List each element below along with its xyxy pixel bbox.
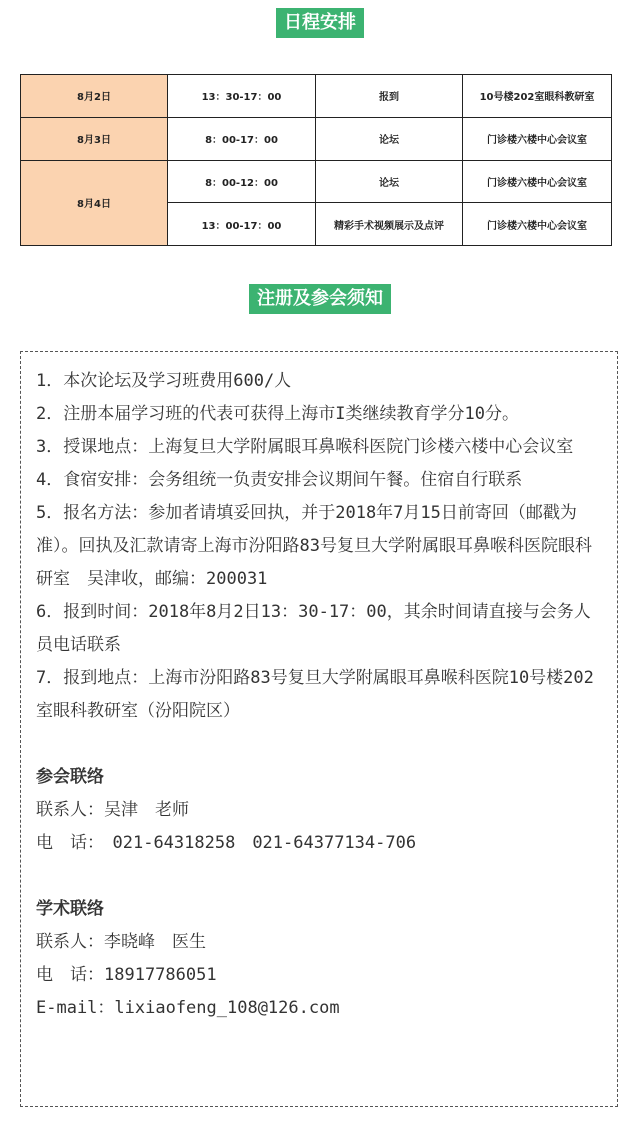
- conference-contact-title: 参会联络: [36, 767, 104, 787]
- table-row: [21, 117, 612, 160]
- place-cell: 门诊楼六楼中心会议室: [463, 203, 612, 246]
- date-cell: 8月3日: [21, 117, 168, 160]
- academic-contact-title: 学术联络: [36, 899, 104, 919]
- notice-item: 7．报到地点：上海市汾阳路83号复旦大学附属眼耳鼻喉科医院10号楼202室眼科教研室（汾阳院区）: [36, 668, 594, 721]
- event-cell: 论坛: [316, 117, 463, 160]
- table-row: [21, 75, 612, 118]
- registration-heading: [0, 284, 640, 314]
- schedule-table: [20, 74, 612, 246]
- time-cell: 8：00-17：00: [168, 117, 316, 160]
- event-cell: 论坛: [316, 160, 463, 203]
- notice-item: 5．报名方法：参加者请填妥回执，并于2018年7月15日前寄回（邮戳为准）。回执及汇款请寄上海市汾阳路83号复旦大学附属眼耳鼻喉科医院眼科研室 吴津收，邮编：200031: [36, 503, 592, 589]
- table-row: [21, 160, 612, 203]
- notice-item: 1．本次论坛及学习班费用600/人: [36, 371, 292, 391]
- academic-contact-person: 联系人：李晓峰 医生: [36, 932, 206, 952]
- date-cell: 8月2日: [21, 75, 168, 118]
- date-cell: 8月4日: [21, 160, 168, 246]
- place-cell: 门诊楼六楼中心会议室: [463, 117, 612, 160]
- event-cell: 报到: [316, 75, 463, 118]
- registration-heading-text: 注册及参会须知: [249, 284, 391, 314]
- schedule-heading-text: 日程安排: [276, 8, 364, 38]
- notice-item: 6．报到时间：2018年8月2日13：30-17：00，其余时间请直接与会务人员电话联系: [36, 602, 591, 655]
- time-cell: 13：30-17：00: [168, 75, 316, 118]
- conference-contact-person: 联系人：吴津 老师: [36, 800, 189, 820]
- notice-item: 2．注册本届学习班的代表可获得上海市I类继续教育学分10分。: [36, 404, 519, 424]
- academic-contact-phone: 电 话：18917786051: [36, 965, 217, 985]
- academic-contact-email: E-mail：lixiaofeng_108@126.com: [36, 998, 340, 1018]
- notice-box: [20, 351, 618, 1107]
- schedule-heading: [0, 8, 640, 38]
- notice-item: 3．授课地点：上海复旦大学附属眼耳鼻喉科医院门诊楼六楼中心会议室: [36, 437, 574, 457]
- place-cell: 10号楼202室眼科教研室: [463, 75, 612, 118]
- time-cell: 8：00-12：00: [168, 160, 316, 203]
- conference-contact-phone: 电 话： 021-64318258 021-64377134-706: [36, 833, 417, 853]
- time-cell: 13：00-17：00: [168, 203, 316, 246]
- notice-item: 4．食宿安排：会务组统一负责安排会议期间午餐。住宿自行联系: [36, 470, 523, 490]
- event-cell: 精彩手术视频展示及点评: [316, 203, 463, 246]
- place-cell: 门诊楼六楼中心会议室: [463, 160, 612, 203]
